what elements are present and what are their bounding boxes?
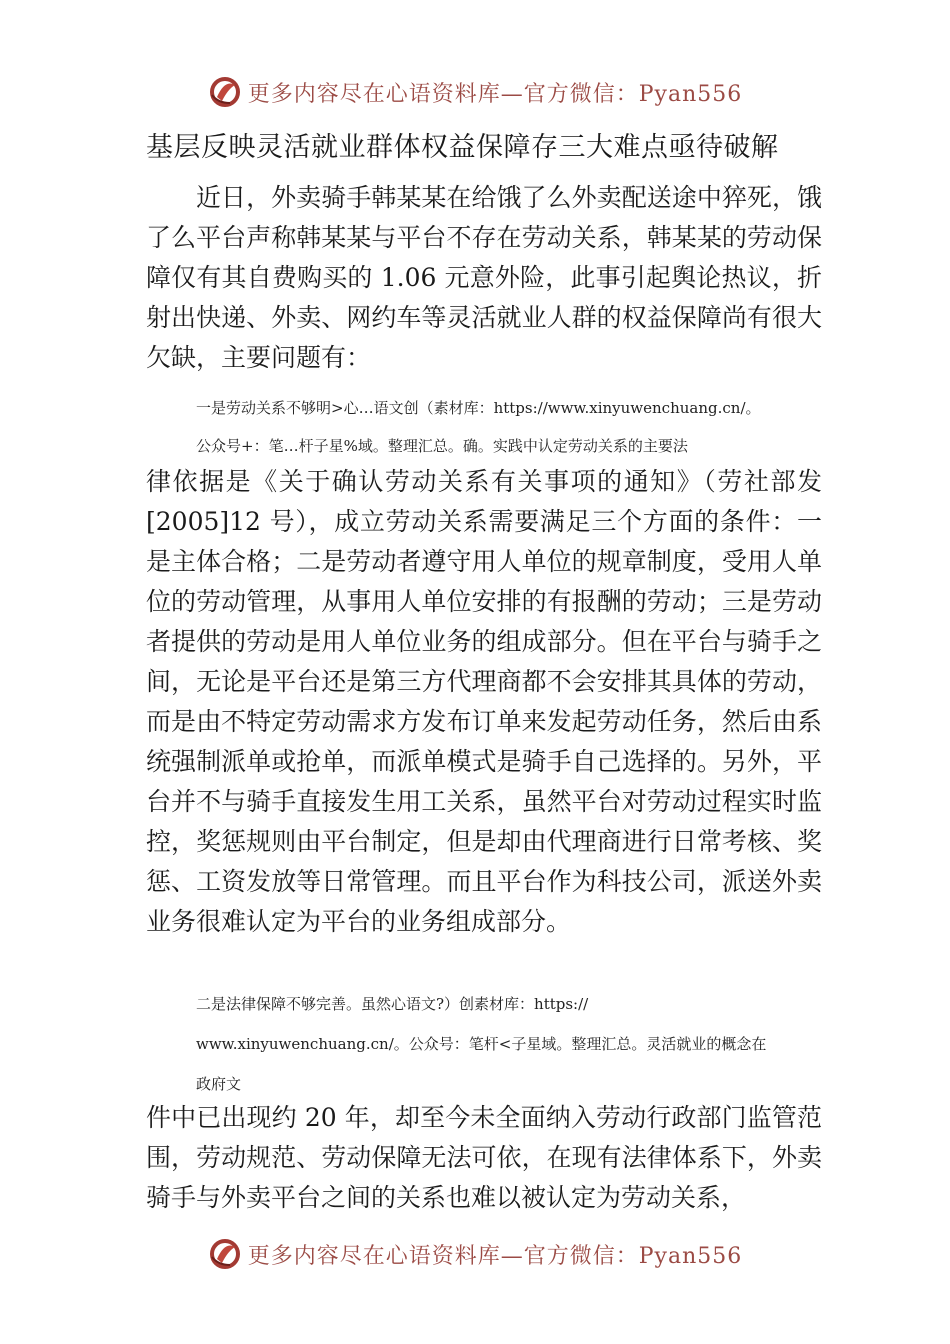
- paragraph-labor-law: 律依据是《关于确认劳动关系有关事项的通知》（劳社部发[2005]12 号），成立劳动关系需要满足三个方面的条件：一是主体合格；二是劳动者遵守用人单位的规章制度，受用人单位的劳动管理，从事用人单位安排的有报酬的劳动；三是劳动者提供的劳动是用人单位业务的组成部分。但在平台与骑手之间，无论是平台还是第三方代理商都不会安排其具体的劳动，而是由不特定劳动需求方发布订单来发起劳动任务，然后由系统强制派单或抢单，而派单模式是骑手自己选择的。另外，平台并不与骑手直接发生用工关系，虽然平台对劳动过程实时监控，奖惩规则由平台制定，但是却由代理商进行日常考核、奖惩、工资发放等日常管理。而且平台作为科技公司，派送外卖业务很难认定为平台的业务组成部分。: [146, 467, 822, 936]
- note-line: 公众号+：笔…杆子星%域。整理汇总。确。实践中认定劳动关系的主要法: [196, 437, 688, 455]
- page-title: 基层反映灵活就业群体权益保障存三大难点亟待破解: [146, 132, 779, 163]
- logo-icon: [208, 75, 242, 109]
- banner-text: 更多内容尽在心语资料库—官方微信：Pyan556: [247, 1243, 743, 1269]
- note-line: 政府文: [196, 1075, 242, 1093]
- banner-text: 更多内容尽在心语资料库—官方微信：Pyan556: [247, 81, 743, 107]
- note-line: 二是法律保障不够完善。虽然心语文?）创素材库：https://: [196, 995, 589, 1013]
- note-line: www.xinyuwenchuang.cn/。公众号：笔杆<子星域。整理汇总。灵活就业的概念在: [196, 1035, 767, 1053]
- paragraph-legal-gap: 件中已出现约 20 年，却至今未全面纳入劳动行政部门监管范围，劳动规范、劳动保障无法可依，在现有法律体系下，外卖骑手与外卖平台之间的关系也难以被认定为劳动关系，: [146, 1103, 822, 1212]
- note-line: 一是劳动关系不够明>心…语文创（素材库：https://www.xinyuwenchuang.cn/。: [196, 399, 761, 417]
- footer-banner: [0, 1234, 950, 1274]
- paragraph-intro: 近日，外卖骑手韩某某在给饿了么外卖配送途中猝死，饿了么平台声称韩某某与平台不存在劳动关系，韩某某的劳动保障仅有其自费购买的 1.06 元意外险，此事引起舆论热议，折射出快递、外卖、网约车等灵活就业人群的权益保障尚有很大欠缺，主要问题有：: [146, 183, 822, 372]
- header-banner: [0, 72, 950, 112]
- logo-icon: [208, 1237, 242, 1271]
